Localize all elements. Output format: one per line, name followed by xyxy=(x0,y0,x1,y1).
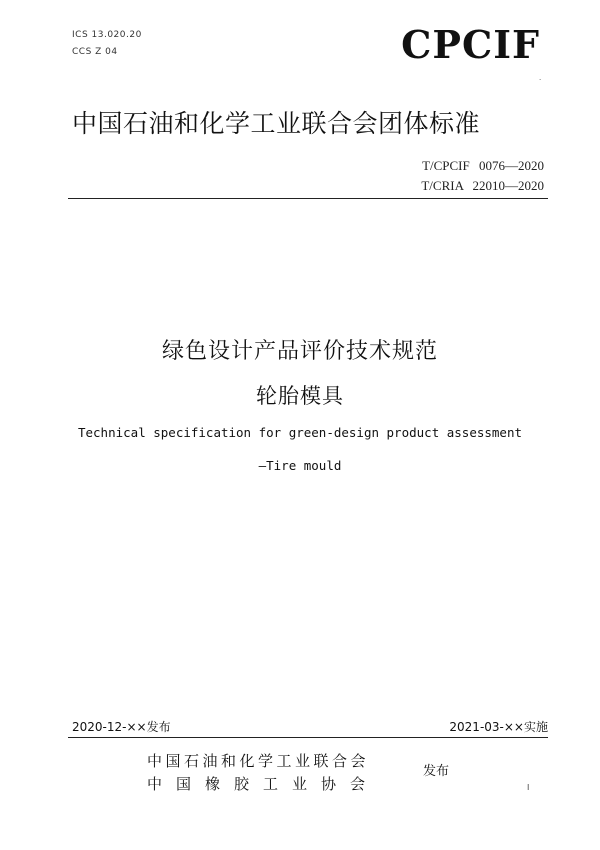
document-subtitle-en: —Tire mould xyxy=(258,458,342,473)
implement-date: 2021-03-××实施 xyxy=(449,720,548,734)
page-mark: I xyxy=(527,783,530,792)
document-title-cn: 绿色设计产品评价技术规范 xyxy=(161,339,438,364)
top-mark: · xyxy=(539,76,542,84)
organization-standard-title: 中国石油和化学工业联合会团体标准 xyxy=(72,109,481,138)
publish-date: 2020-12-××发布 xyxy=(72,720,171,734)
document-title-en: Technical specification for green-design product assessment xyxy=(77,425,522,440)
publish-label: 发布 xyxy=(423,764,450,779)
document-subtitle-cn: 轮胎模具 xyxy=(256,384,344,408)
cpcif-logo: CPCIF xyxy=(401,22,540,67)
bottom-divider xyxy=(68,737,548,738)
publisher-cpcif: 中国石油和化学工业联合会 xyxy=(147,752,370,770)
standard-number-cpcif: T/CPCIF 0076—2020 xyxy=(422,158,544,173)
top-divider xyxy=(68,198,548,199)
publisher-cria: 中国橡胶工业协会 xyxy=(147,775,380,793)
ccs-code: CCS Z 04 xyxy=(72,47,118,57)
standard-number-cria: T/CRIA 22010—2020 xyxy=(421,178,544,193)
ics-code: ICS 13.020.20 xyxy=(72,30,142,40)
